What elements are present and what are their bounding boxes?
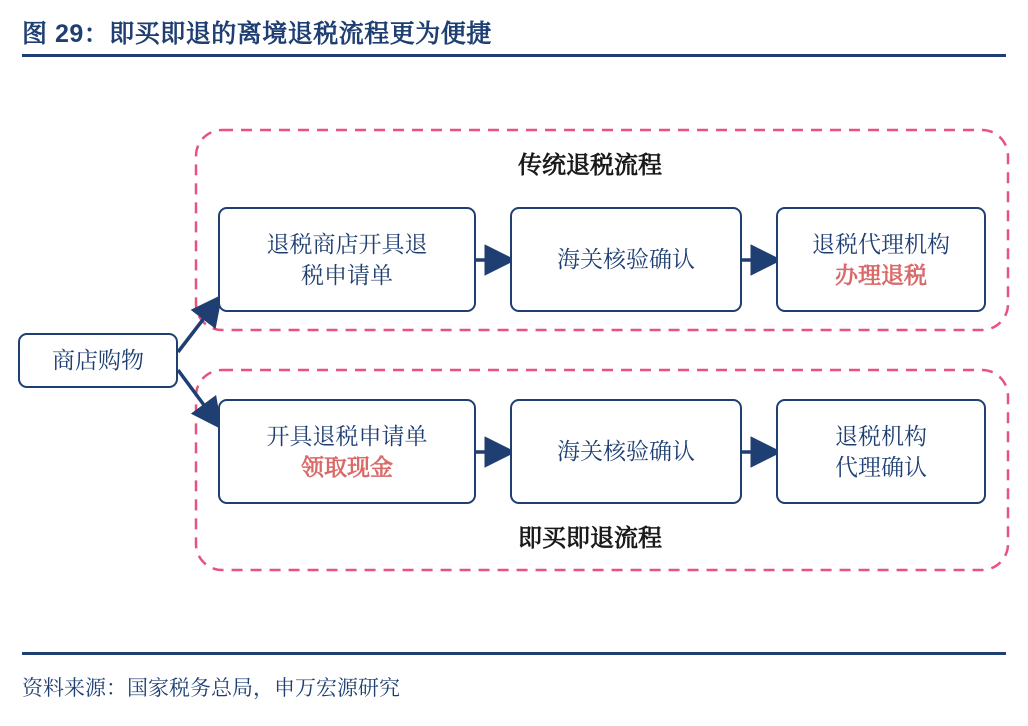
connector-start-to-traditional <box>178 300 218 352</box>
connector-start-to-instant <box>178 370 218 424</box>
node-instant-step-3-line2: 代理确认 <box>835 453 927 480</box>
node-traditional-step-2-line1: 海关核验确认 <box>557 246 695 273</box>
node-instant-step-3-line1: 退税机构 <box>835 423 927 450</box>
node-traditional-step-1-line2: 税申请单 <box>301 261 393 288</box>
source-note: 资料来源：国家税务总局，申万宏源研究 <box>22 677 400 700</box>
node-instant-step-2-line1: 海关核验确认 <box>557 438 695 465</box>
node-start-label: 商店购物 <box>52 347 144 374</box>
page-title: 图 29：即买即退的离境退税流程更为便捷 <box>22 20 492 48</box>
node-start[interactable] <box>18 333 178 388</box>
node-traditional-step-3-highlight: 办理退税 <box>835 261 927 288</box>
flowchart <box>0 60 1028 640</box>
group-label-instant: 即买即退流程 <box>518 525 662 552</box>
group-label-traditional: 传统退税流程 <box>518 152 662 179</box>
node-traditional-step-3[interactable] <box>776 207 986 312</box>
node-traditional-step-3-line1: 退税代理机构 <box>812 231 950 258</box>
node-instant-step-1-line1: 开具退税申请单 <box>266 423 428 450</box>
title-divider <box>22 54 1006 57</box>
node-instant-step-2[interactable] <box>510 399 742 504</box>
node-instant-step-1-highlight: 领取现金 <box>301 453 393 480</box>
node-traditional-step-1[interactable] <box>218 207 476 312</box>
node-traditional-step-1-line1: 退税商店开具退 <box>266 231 428 258</box>
node-instant-step-3[interactable] <box>776 399 986 504</box>
node-traditional-step-2[interactable] <box>510 207 742 312</box>
footer-divider <box>22 652 1006 655</box>
node-instant-step-1[interactable] <box>218 399 476 504</box>
